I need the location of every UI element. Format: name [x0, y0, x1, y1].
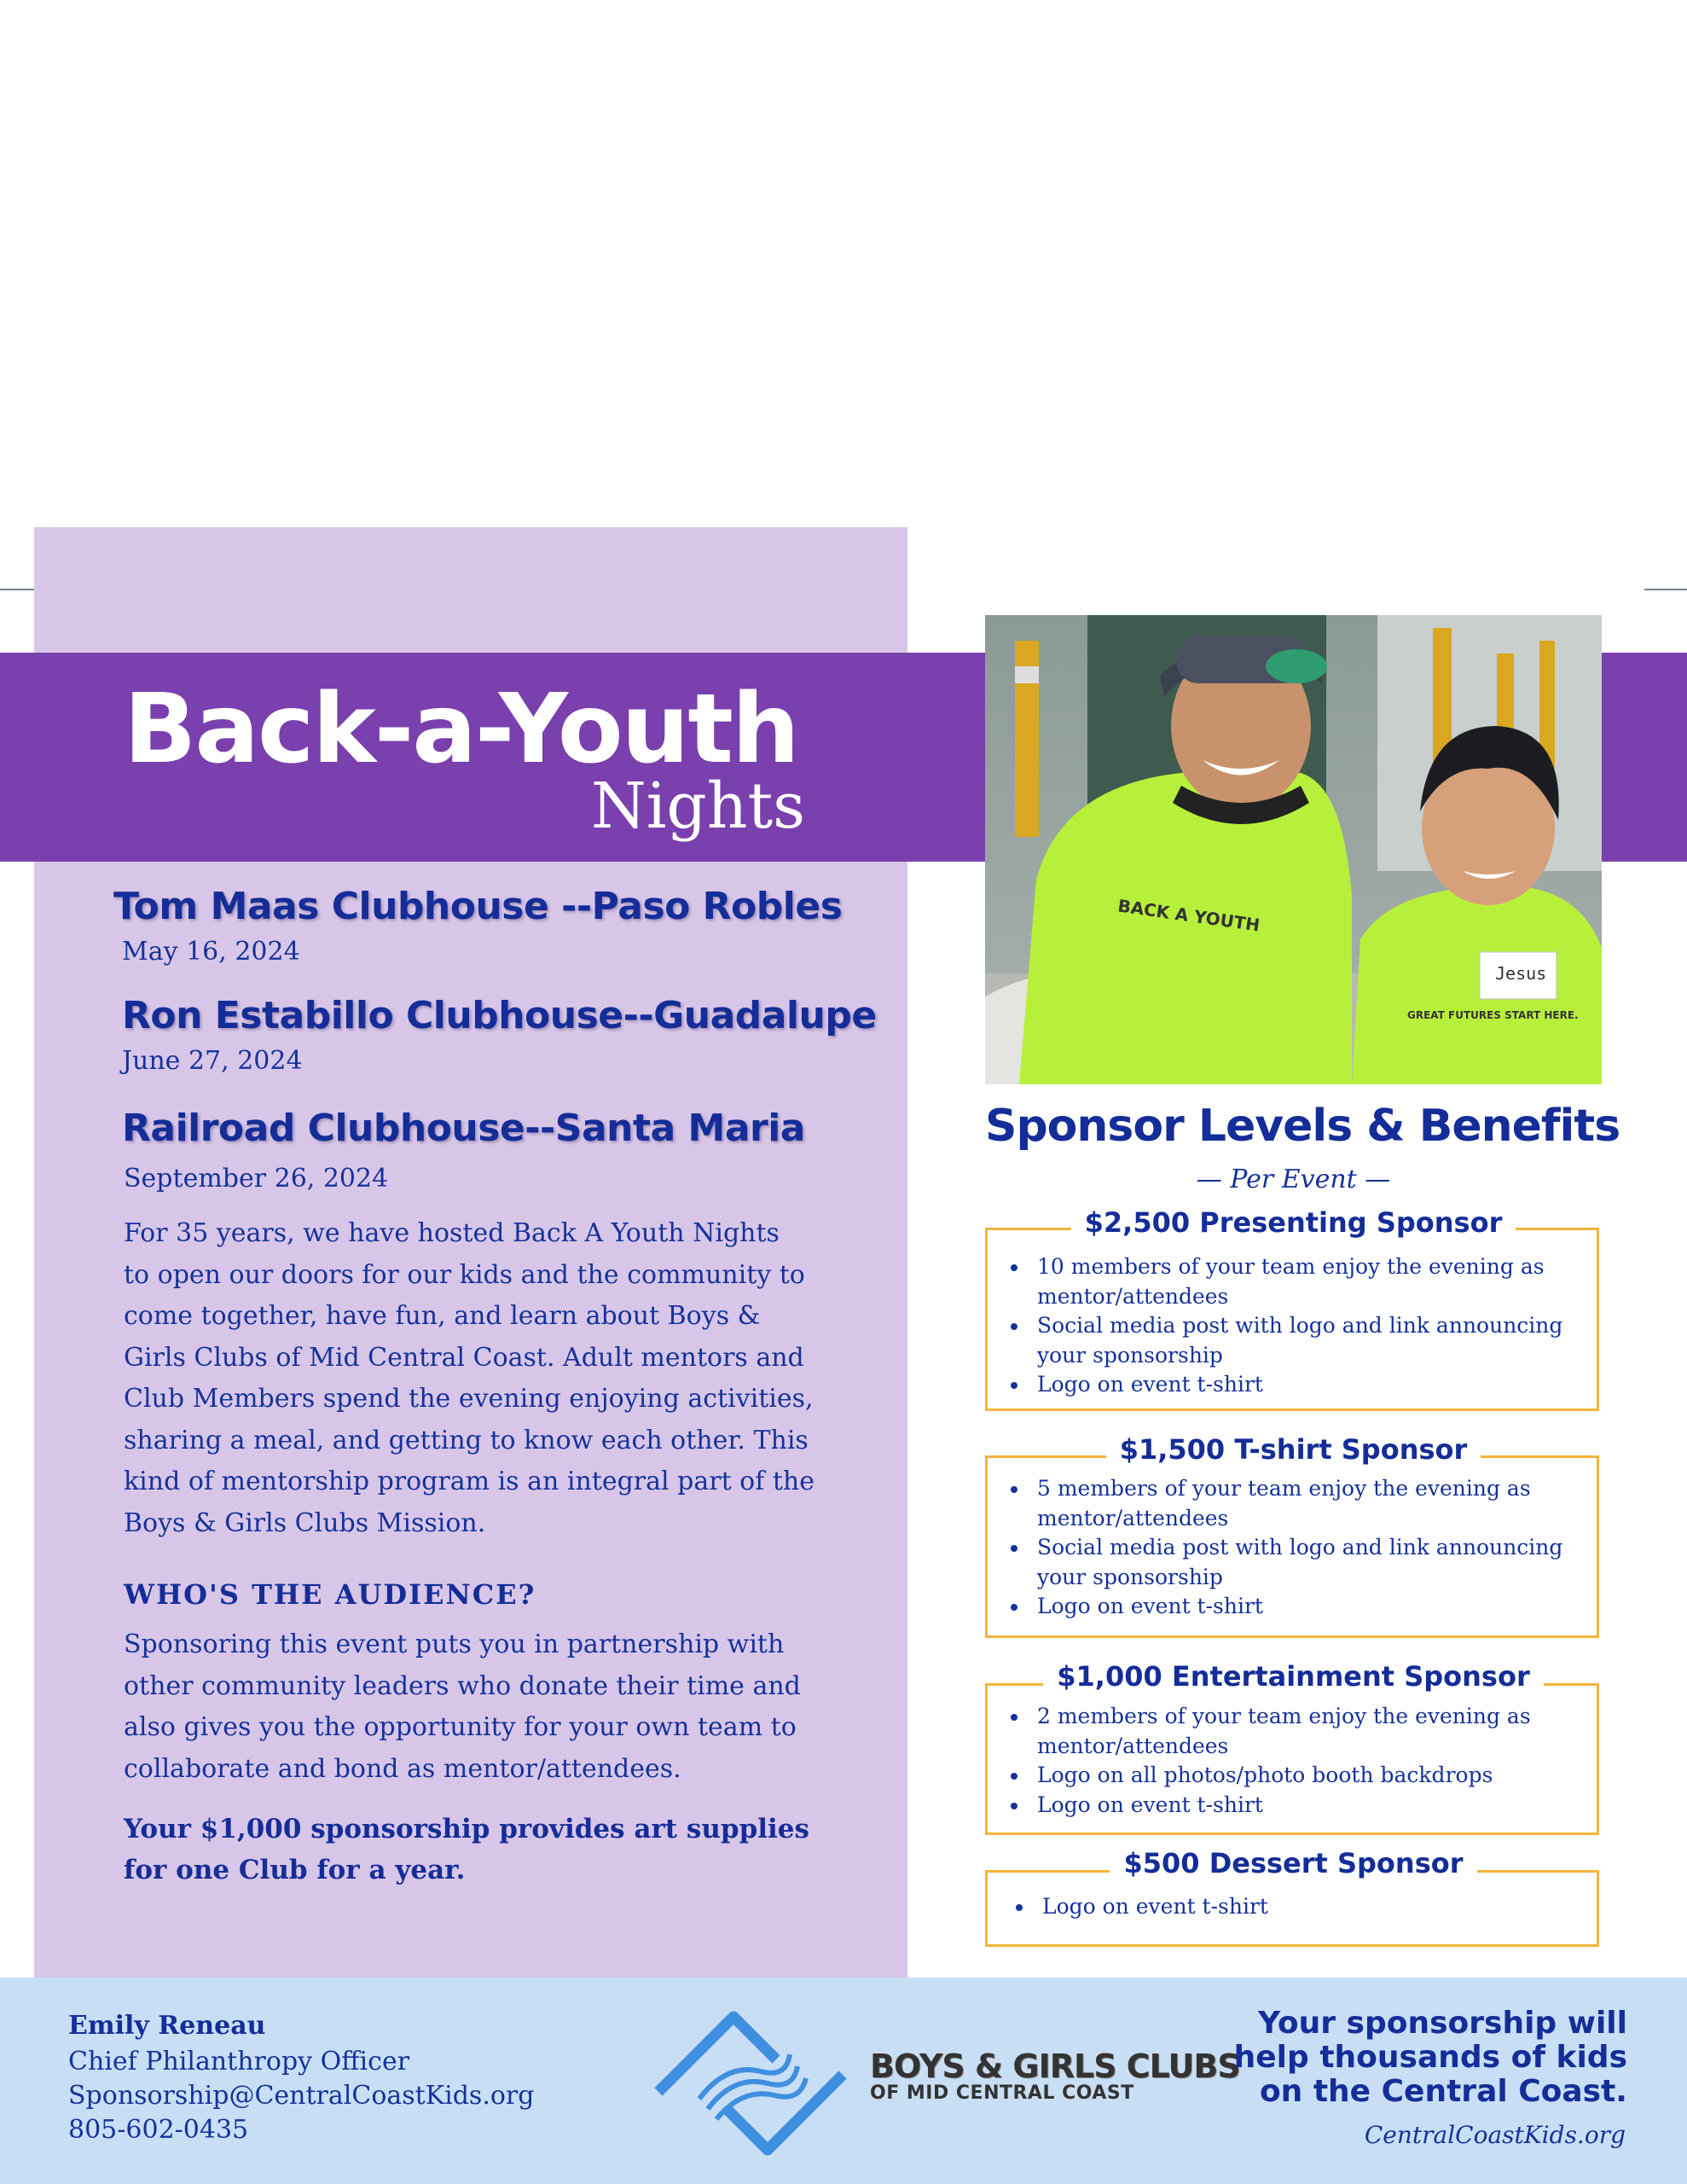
benefit-item: 5 members of your team enjoy the evening as mentor/attendees — [1006, 1474, 1595, 1533]
venue-date: May 16, 2024 — [122, 937, 300, 967]
benefit-item: Logo on all photos/photo booth backdrops — [1006, 1761, 1595, 1791]
intro-line: Club Members spend the evening enjoying activities, — [124, 1384, 814, 1414]
intro-line: Boys & Girls Clubs Mission. — [124, 1507, 486, 1538]
logo-text: BOYS & GIRLS CLUBS — [870, 2048, 1240, 2085]
per-event-label: — Per Event — — [1196, 1165, 1391, 1194]
bgc-logo-icon — [648, 2007, 853, 2160]
benefit-item: Logo on event t-shirt — [1006, 1791, 1595, 1821]
header-rule-left — [0, 589, 34, 590]
benefit-item: Social media post with logo and link announcing your sponsorship — [1006, 1533, 1595, 1592]
venue-date: June 27, 2024 — [122, 1046, 303, 1076]
audience-paragraph — [124, 1624, 849, 1790]
event-photo — [985, 615, 1602, 1084]
audience-line: other community leaders who donate their time and — [124, 1670, 801, 1701]
cta-line: on the Central Coast. — [1259, 2074, 1627, 2109]
venue-name: Tom Maas Clubhouse --Paso Robles — [113, 885, 843, 928]
benefit-item: 2 members of your team enjoy the evening as mentor/attendees — [1006, 1702, 1595, 1761]
tier-benefits — [1006, 1702, 1595, 1820]
benefit-item: Logo on event t-shirt — [1006, 1592, 1595, 1622]
audience-line: Sponsoring this event puts you in partnership with — [124, 1629, 785, 1659]
contact-title: Chief Philanthropy Officer — [68, 2047, 410, 2077]
highlight-line: for one Club for a year. — [124, 1855, 466, 1885]
tier-label: $2,500 Presenting Sponsor — [985, 1206, 1602, 1239]
page-subtitle: Nights — [591, 770, 806, 843]
intro-line: For 35 years, we have hosted Back A Youth Nights — [124, 1218, 780, 1248]
venue-date: September 26, 2024 — [124, 1164, 389, 1194]
benefit-item: Logo on event t-shirt — [1006, 1370, 1595, 1400]
tier-benefits — [1012, 1892, 1600, 1922]
photo-name-tag: Jesus — [1495, 963, 1547, 984]
sponsor-heading: Sponsor Levels & Benefits — [985, 1101, 1620, 1152]
benefit-item: Social media post with logo and link announcing your sponsorship — [1006, 1311, 1595, 1370]
photo-shirt-text: GREAT FUTURES START HERE. — [1407, 1009, 1579, 1021]
cta-line: help thousands of kids — [1233, 2040, 1627, 2075]
intro-line: Girls Clubs of Mid Central Coast. Adult mentors and — [124, 1342, 804, 1373]
tier-benefits — [1006, 1474, 1595, 1622]
contact-email[interactable]: Sponsorship@CentralCoastKids.org — [68, 2081, 535, 2111]
audience-line: also gives you the opportunity for your own team to — [124, 1712, 797, 1742]
intro-line: kind of mentorship program is an integral part of the — [124, 1467, 815, 1496]
tier-label: $1,500 T-shirt Sponsor — [985, 1433, 1602, 1466]
contact-phone: 805-602-0435 — [68, 2115, 249, 2145]
benefit-item: Logo on event t-shirt — [1012, 1892, 1600, 1922]
sponsorship-highlight — [124, 1809, 840, 1891]
intro-line: come together, have fun, and learn about Boys & — [124, 1301, 761, 1331]
page-title: Back-a-Youth — [124, 674, 798, 785]
audience-heading: WHO'S THE AUDIENCE? — [124, 1578, 536, 1611]
audience-line: collaborate and bond as mentor/attendees. — [124, 1753, 681, 1784]
contact-name: Emily Reneau — [68, 2011, 266, 2041]
venue-name: Railroad Clubhouse--Santa Maria — [122, 1107, 805, 1150]
tier-benefits — [1006, 1252, 1595, 1400]
logo-subtext: OF MID CENTRAL COAST — [870, 2082, 1134, 2104]
highlight-line: Your $1,000 sponsorship provides art supplies — [124, 1814, 809, 1844]
tier-label: $1,000 Entertainment Sponsor — [985, 1660, 1602, 1693]
intro-line: sharing a meal, and getting to know each other. This — [124, 1425, 809, 1455]
intro-line: to open our doors for our kids and the community to — [124, 1259, 805, 1290]
cta-line: Your sponsorship will — [1258, 2006, 1627, 2041]
benefit-item: 10 members of your team enjoy the evening as mentor/attendees — [1006, 1252, 1595, 1311]
cta-message — [1228, 2007, 1627, 2109]
website-link[interactable]: CentralCoastKids.org — [1364, 2121, 1626, 2149]
intro-paragraph — [124, 1213, 849, 1544]
tier-label: $500 Dessert Sponsor — [985, 1847, 1602, 1879]
venue-name: Ron Estabillo Clubhouse--Guadalupe — [122, 994, 877, 1037]
photo-shirt-text-2: BACK A YOUTH — [1116, 895, 1261, 936]
header-rule-right — [1644, 589, 1687, 590]
